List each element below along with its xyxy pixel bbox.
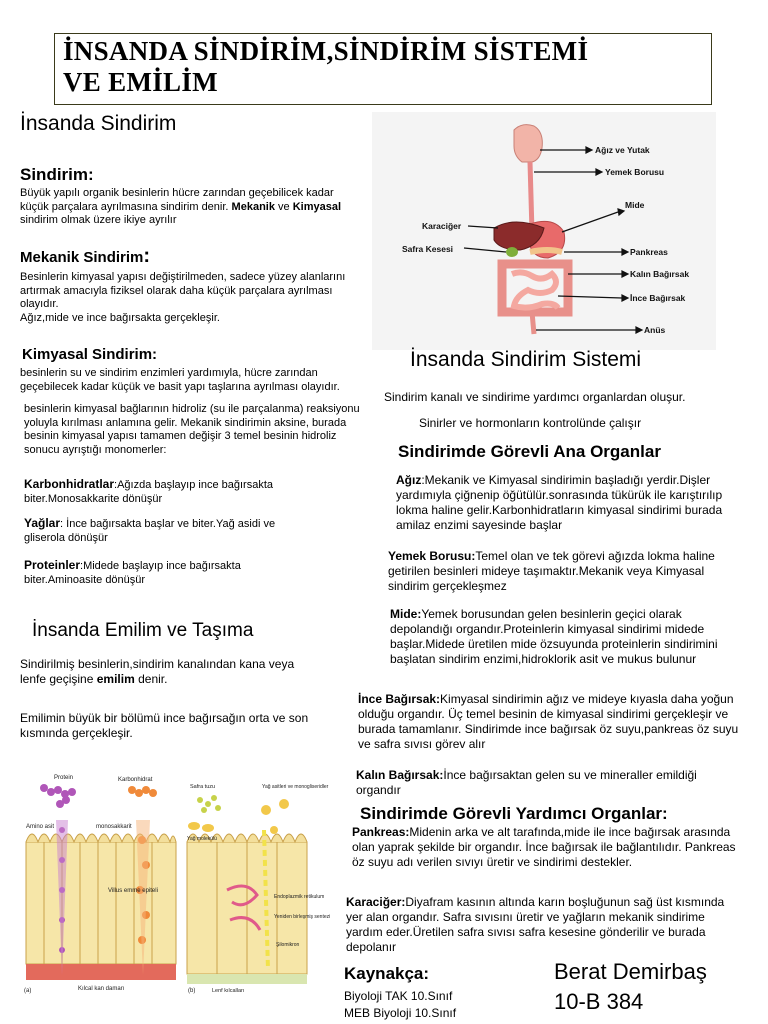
nutrient-yag: Yağlar: İnce bağırsakta başlar ve biter.Yağ asidi ve gliserola dönüşür xyxy=(24,516,276,544)
author-name: Berat Demirbaş xyxy=(554,959,707,984)
kaynakca-item-2: MEB Biyoloji 10.Sınıf xyxy=(344,1006,457,1020)
svg-text:Yemek Borusu: Yemek Borusu xyxy=(605,167,665,177)
svg-text:(b): (b) xyxy=(188,988,196,994)
sistem-text1: Sindirim kanalı ve sindirime yardımcı organlardan oluşur. xyxy=(384,390,686,404)
svg-text:Safra Kesesi: Safra Kesesi xyxy=(402,244,454,254)
villi-panel-a xyxy=(26,834,176,980)
emilim-text1: Sindirilmiş besinlerin,sindirim kanalından kana veya lenfe geçişine emilim denir. xyxy=(20,657,295,686)
svg-text:(a): (a) xyxy=(24,988,32,994)
svg-text:Karbonhidrat: Karbonhidrat xyxy=(118,777,153,783)
title-box xyxy=(54,33,712,105)
kimyasal-text1: besinlerin su ve sindirim enzimleri yardımıyla, hücre zarından geçebilecek kadar küçük ve basit yapı taşlarına ayrılması olayıdır. xyxy=(20,367,340,393)
svg-text:Yağ asitleri ve monogliseridle: Yağ asitleri ve monogliseridler xyxy=(262,784,329,790)
digestive-system-diagram xyxy=(372,112,716,350)
svg-text:Ağız ve Yutak: Ağız ve Yutak xyxy=(595,145,650,155)
svg-text:Safra tuzu: Safra tuzu xyxy=(190,784,216,790)
page-title-line1: İNSANDA SİNDİRİM,SİNDİRİM SİSTEMİ xyxy=(63,36,589,66)
kimyasal-text2: besinlerin kimyasal bağlarının hidroliz (su ile parçalanma) reaksiyonu yoluyla kırılması anlamına gelir. Mekanik sindirimin aksine, burada besinin kimyasal yapısı tamamen değişir 3 temel besinin hidroliz sonucu ayrıştığı monomerler: xyxy=(24,403,360,456)
svg-text:Endoplazmik retikulum: Endoplazmik retikulum xyxy=(274,894,325,900)
page-title-line2: VE EMİLİM xyxy=(63,67,218,97)
villi-panel-b xyxy=(187,834,307,984)
sindirim-text: Büyük yapılı organik besinlerin hücre zarından geçebilicek kadar küçük parçalara ayrılmasına sindirim denir. Mekanik ve Kimyasal sindirim olmak üzere ikiye ayrılır xyxy=(20,187,342,226)
svg-text:Villus emme epiteli: Villus emme epiteli xyxy=(108,888,158,894)
emilim-heading: İnsanda Emilim ve Taşıma xyxy=(32,620,254,641)
organ-ince-bagirsak: İnce Bağırsak:Kimyasal sindirimin ağız ve mideye kıyasla daha yoğun olduğu organdır. Üç temel besinin de kimyasal sindirimi gerçekleşir ve burada tamamlanır. Sindirimde ince bağırsak öz suyu,pankreas öz suyu ve safra sıvısı görev alır xyxy=(358,692,739,751)
helper-pankreas: Pankreas:Midenin arka ve alt tarafında,mide ile ince bağırsak arasında olan yaprak şekilde bir organdır. İnce bağırsak ile bağlantılıdır. Pankreas öz suyu adı verilen sıvıyı üretir ve sindirimi destekler. xyxy=(352,825,736,869)
helper-karaciger: Karaciğer:Diyafram kasının altında karın boşluğunun sağ üst kısmında yer alan organdır. Safra sıvısını üretir ve yağların mekanik sindirime yardım eder.Üretilen safra sıvısı safra kesesine gönderilir ve burada depolanır xyxy=(346,895,725,954)
yardimci-organlar-heading: Sindirimde Görevli Yardımcı Organlar: xyxy=(360,804,668,823)
svg-text:Protein: Protein xyxy=(54,775,74,781)
organ-mide: Mide:Yemek borusundan gelen besinlerin geçici olarak depolandığı organdır.Proteinlerin kimyasal sindirimi midede başlar.Midede üretilen mide özsuyunda proteinlerin sindirimini başlatan sindirim enzimi,hidroklorik asit ve mukus bulunur xyxy=(390,607,718,666)
svg-text:Şilomikron: Şilomikron xyxy=(276,942,300,948)
svg-text:Yağ molekülü: Yağ molekülü xyxy=(187,836,217,842)
organ-agiz: Ağız:Mekanik ve Kimyasal sindirimin başladığı yerdir.Dişler yardımıyla çiğnenip öğütülür.sonrasında tükürük ile karıştırılıp lokma haline gelir.Karbonhidratların kimyasal sindirimi burada amilaz enzimi sayesinde başlar xyxy=(396,473,723,532)
svg-text:Pankreas: Pankreas xyxy=(630,247,668,257)
mekanik-heading: Mekanik Sindirim: xyxy=(20,245,151,267)
svg-text:Mide: Mide xyxy=(625,200,645,210)
kaynakca-heading: Kaynakça: xyxy=(344,964,430,983)
svg-text:İnce Bağırsak: İnce Bağırsak xyxy=(630,293,686,303)
svg-text:Yeniden birleşmiş sentezi: Yeniden birleşmiş sentezi xyxy=(274,914,331,920)
sistem-heading: İnsanda Sindirim Sistemi xyxy=(410,348,642,371)
svg-text:Lenf kılcalları: Lenf kılcalları xyxy=(212,988,245,994)
author-class: 10-B 384 xyxy=(554,989,644,1014)
svg-text:Karaciğer: Karaciğer xyxy=(422,221,462,231)
ana-organlar-heading: Sindirimde Görevli Ana Organlar xyxy=(398,442,661,461)
nutrient-karbonhidrat: Karbonhidratlar:Ağızda başlayıp ince bağırsakta biter.Monosakkarite dönüşür xyxy=(24,477,273,505)
svg-text:monosakkarit: monosakkarit xyxy=(96,824,132,830)
absorption-figure xyxy=(22,770,331,998)
svg-text:Anüs: Anüs xyxy=(644,325,666,335)
svg-text:Kılcal kan damarı: Kılcal kan damarı xyxy=(78,986,125,992)
sindirim-heading: Sindirim: xyxy=(20,165,94,184)
left-heading: İnsanda Sindirim xyxy=(20,112,177,135)
nutrient-protein: Proteinler:Midede başlayıp ince bağırsakta biter.Aminoasite dönüşür xyxy=(24,558,241,586)
svg-text:Kalın Bağırsak: Kalın Bağırsak xyxy=(630,269,690,279)
emilim-text2: Emilimin büyük bir bölümü ince bağırsağın orta ve son kısmında gerçekleşir. xyxy=(20,711,309,740)
sistem-text2: Sinirler ve hormonların kontrolünde çalışır xyxy=(419,416,642,430)
organ-yemek-borusu: Yemek Borusu:Temel olan ve tek görevi ağızda lokma haline getirilen besinleri mideye taşımaktır.Mekanik veya Kimyasal sindirim gerçekleşmez xyxy=(388,549,715,593)
kimyasal-heading: Kimyasal Sindirim: xyxy=(22,346,158,363)
organ-kalin-bagirsak: Kalın Bağırsak:İnce bağırsaktan gelen su ve mineraller emildiği organdır xyxy=(356,768,697,797)
kaynakca-item-1: Biyoloji TAK 10.Sınıf xyxy=(344,989,453,1003)
mekanik-text: Besinlerin kimyasal yapısı değiştirilmeden, sadece yüzey alanlarını artırmak amacıyla fiziksel olarak daha küçük parçalara ayrılması olayıdır. Ağız,mide ve ince bağırsakta gerçekleşir. xyxy=(20,271,346,324)
svg-text:Amino asit: Amino asit xyxy=(26,824,55,830)
